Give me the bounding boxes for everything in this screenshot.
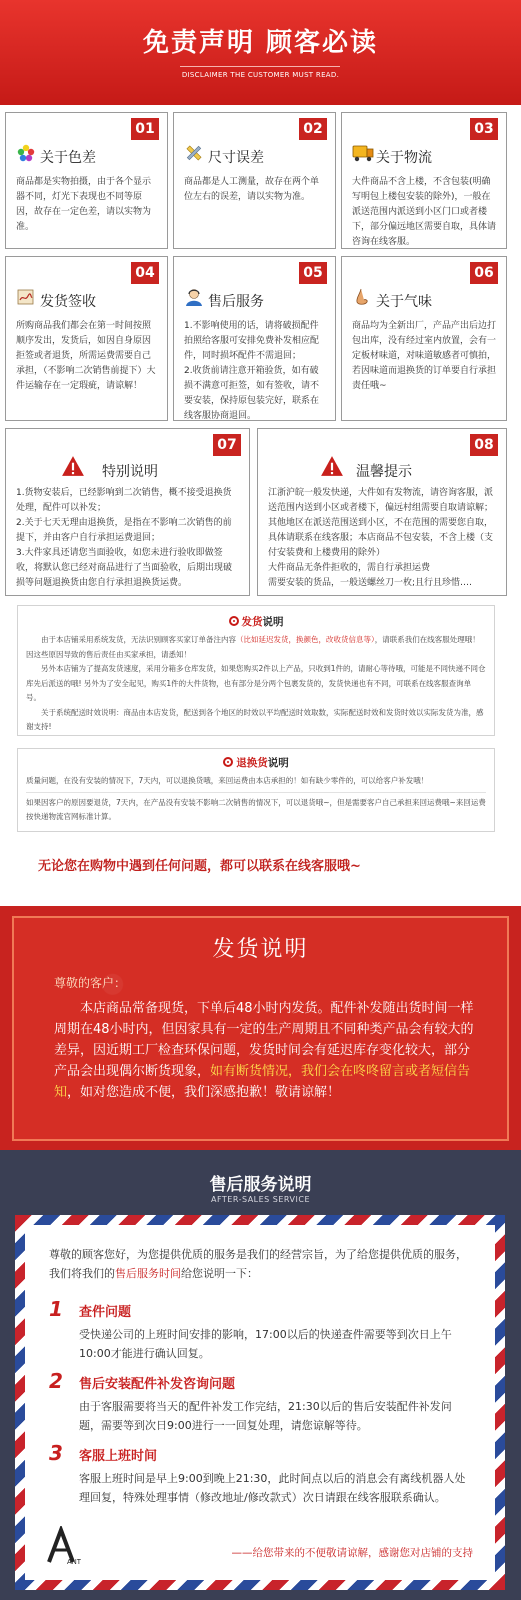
card-title: 温馨提示	[356, 464, 412, 480]
card-title: 尺寸误差	[208, 150, 264, 166]
return-note	[17, 748, 495, 832]
card-body: 所购商品我们都会在第一时间按照顺序发出，发货后，如因自身原因拒签或者退货，所需运费需要自己承担，（不影响二次销售前提下）大件运输存在一定瑕疵，请谅解！	[16, 321, 156, 391]
after-sales-intro: 尊敬的顾客您好，为您提供优质的服务是我们的经营宗旨，为了给您提供优质的服务，我们将我们的售后服务时间给您说明一下：	[49, 1248, 467, 1280]
bullet-icon	[223, 757, 233, 767]
card-body: 1.货物安装后，已经影响到二次销售，概不接受退换货处理，配件可以补发； 2.关于七天无理由退换货，是指在不影响二次销售的前提下，并由客户自行承担运费退回； 3.大件家具还请您当面验收，如您未进行验收即做签收，将默认您已经对商品进行了当面验收，后期出现破损等问题退换货由您自行承担退换货运费。	[16, 488, 233, 588]
card-number: 03	[470, 118, 498, 140]
dispatch-body: 本店商品常备现货，下单后48小时内发货。配件补发随出货时间一样周期在48小时内，但因家具有一定的生产周期且不同种类产品会有较大的差异，因近期工厂检查环保问题，发货时间会有延迟库存变化较大，部分产品会出现偶尔断货现象，如有断货情况，我们会在咚咚留言或者短信告知，如对您造成不便，我们深感抱歉！敬请谅解！	[54, 1001, 474, 1100]
notice-card-logistics	[341, 112, 507, 249]
notice-card-color	[5, 112, 168, 249]
card-body: 商品都是实物拍摄，由于各个显示器不同，灯光下表现也不同等原因，故存在一定色差，请以实物为准。	[16, 177, 152, 232]
card-title: 关于色差	[40, 150, 96, 166]
service-agent-icon	[184, 287, 204, 307]
card-number: 06	[470, 262, 498, 284]
item-text: 由于客服需要将当天的配件补发工作完结，21:30以后的售后安装配件补发问题，需要等到次日9:00进行一一回复处理，请您谅解等待。	[79, 1400, 452, 1432]
item-text: 受快递公司的上班时间安排的影响，17:00以后的快递查件需要等到次日上午10:00才能进行确认回复。	[79, 1328, 452, 1360]
ruler-pencil-icon	[184, 143, 204, 163]
card-number: 02	[299, 118, 327, 140]
shipping-note	[17, 605, 495, 736]
header-banner	[0, 0, 521, 105]
signature-icon	[16, 287, 36, 307]
after-sales-sign: ——给您带来的不便敬请谅解，感谢您对店铺的支持	[231, 1547, 473, 1559]
card-title: 关于物流	[376, 150, 432, 166]
card-title: 特别说明	[102, 464, 158, 480]
card-number: 04	[131, 262, 159, 284]
card-body: 1.不影响使用的话，请将破损配件拍照给客服可安排免费补发相应配件，同时损坏配件不需退回； 2.收货前请注意开箱验货，如有破损不满意可拒签，如有签收，请不要安装，保持原包装完好，联系在线客服协商退回。	[184, 321, 320, 421]
card-title: 发货签收	[40, 294, 96, 310]
after-sales-letter	[25, 1225, 495, 1580]
item-number: 3	[49, 1441, 63, 1465]
notice-card-odor	[341, 256, 507, 421]
notice-card-signing	[5, 256, 168, 421]
card-body: 大件商品不含上楼，不含包装(明确写明包上楼包安装的除外)，一般在派送范围内派送到小区门口或者楼下，部分偏远地区需要自取，具体请咨询在线客服。	[352, 177, 497, 247]
warning-icon	[320, 455, 344, 477]
truck-icon	[352, 143, 374, 163]
notice-card-size	[173, 112, 336, 249]
page-subtitle: DISCLAIMER THE CUSTOMER MUST READ.	[181, 71, 340, 79]
card-number: 08	[470, 434, 498, 456]
item-text: 客服上班时间是早上9:00到晚上21:30，此时间点以后的消息会有离线机器人处理回复，特殊处理事情（修改地址/修改款式）次日请跟在线客服联系确认。	[79, 1472, 466, 1504]
item-title: 售后安装配件补发咨询问题	[79, 1377, 236, 1392]
warning-icon	[61, 455, 85, 477]
dispatch-greeting: 尊敬的客户：	[54, 976, 127, 990]
card-body: 江浙沪皖一般发快递，大件如有发物流，请咨询客服，派送范围内送到小区或者楼下，偏远村组需要自取请谅解； 其他地区在派送范围送到小区，不在范围的需要您自取，具体请联系在线客服；本店商品不包安装，不含上楼（支付安装费和上楼费用的除外） 大件商品无条件拒收的，需自行承担运费 需要安装的货品，一般送螺丝刀一枚;且行且珍惜‥‥	[268, 488, 494, 588]
after-sales-subtitle: AFTER-SALES SERVICE	[210, 1195, 311, 1204]
color-wheel-icon	[16, 143, 36, 163]
item-number: 2	[49, 1369, 63, 1393]
card-title: 售后服务	[208, 294, 264, 310]
card-body: 商品都是人工测量，故存在两个单位左右的误差，请以实物为准。	[184, 177, 320, 202]
after-sales-panel	[0, 1150, 521, 1600]
notice-card-special	[5, 428, 250, 596]
card-title: 关于气味	[376, 294, 432, 310]
title-divider	[180, 66, 340, 67]
item-title: 客服上班时间	[79, 1449, 158, 1464]
bullet-icon	[229, 616, 239, 626]
return-note-body: 质量问题，在没有安装的情况下，7天内，可以退换货哦，来回运费由本店承担的！如有缺少零件的，可以给客户补发哦！ 如果因客户的原因要退货，7天内，在产品没有安装不影响二次销售的情况下，可以退货哦~，但是需要客户自己承担来回运费哦~来回运费按快递物流官网标准计算。	[26, 776, 486, 821]
shipping-note-title: 发货说明	[18, 614, 494, 629]
notice-card-after-sales	[173, 256, 336, 421]
item-number: 1	[49, 1297, 63, 1321]
item-title: 查件问题	[79, 1305, 132, 1320]
svg-text:ANT: ANT	[67, 1559, 81, 1566]
card-number: 07	[213, 434, 241, 456]
card-number: 01	[131, 118, 159, 140]
notice-card-tips	[257, 428, 507, 596]
after-sales-title: 售后服务说明	[209, 1175, 312, 1195]
dispatch-panel	[0, 906, 521, 1150]
dispatch-title: 发货说明	[212, 937, 309, 962]
return-note-title: 退换货说明	[18, 755, 494, 770]
card-number: 05	[299, 262, 327, 284]
nose-icon	[352, 287, 372, 307]
card-body: 商品均为全新出厂，产品产出后边打包出库，没有经过室内放置，会有一定板材味道，对味道敏感者可慎拍，若因味道而退换货的订单要自行承担责任哦~	[352, 321, 497, 391]
airmail-border	[15, 1215, 505, 1590]
dispatch-frame	[12, 916, 509, 1141]
page-title: 免责声明 顾客必读	[142, 28, 379, 58]
contact-slogan: 无论您在购物中遇到任何问题，都可以联系在线客服哦~	[38, 859, 361, 874]
ant-logo	[45, 1526, 81, 1566]
shipping-note-body: 由于本店铺采用系统发货，无法识别顾客买家订单备注内容（比如延迟发货，换颜色，改收货信息等），请联系我们在线客服处理哦！因这些原因导致的售后责任由买家承担，请悉知！ 另外本店铺为了提高发货速度，采用分箱多仓库发货，如果您购买2件以上产品，只收到1件的，请耐心等待哦，可能是不同快递不同仓库先后派送的哦! 另外为了安全起见，购买1件的大件货物，也有部分是分两个包裹发货的，发货快递也有不同，可联系在线客服查询单号。 关于系统配送时效说明：商品由本店发货，配送到各个地区的时效以平均配送时效取数，实际配送时效和发货时效以实际发货为准，感谢支持!	[26, 635, 486, 731]
